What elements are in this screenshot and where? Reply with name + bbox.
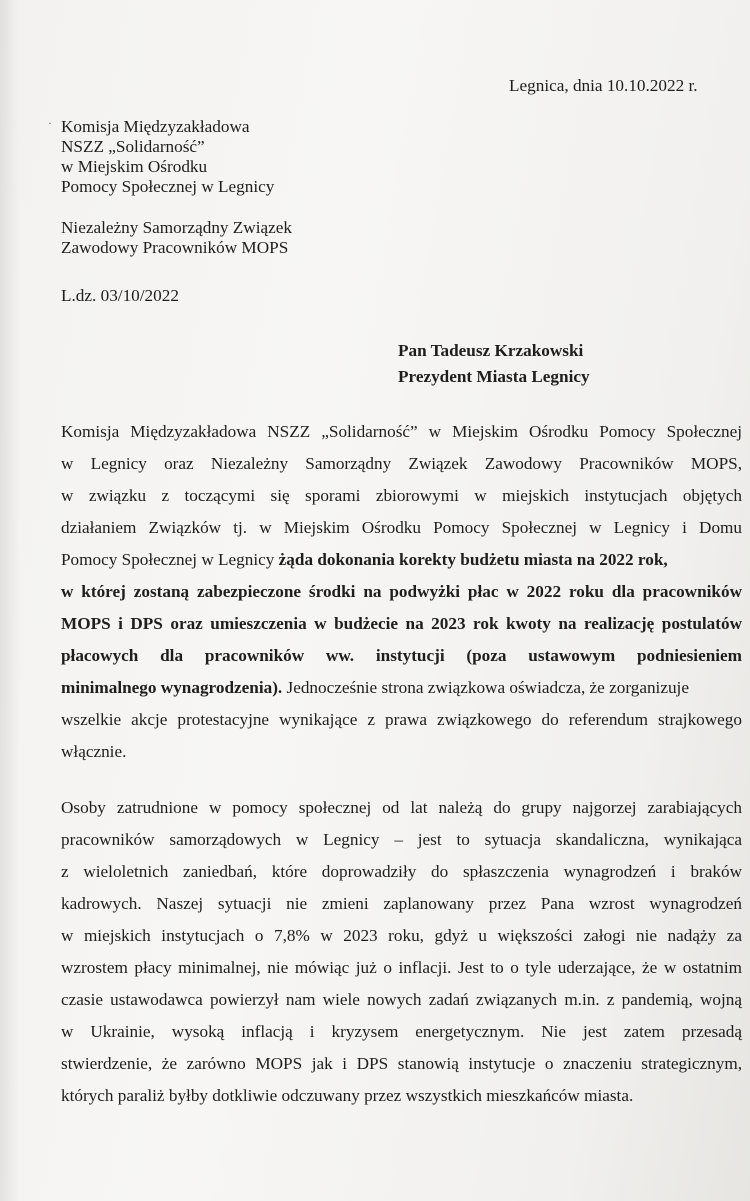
paragraph2-line-4: kadrowych. Naszej sytuacji nie zmieni zaplanowany przez Pana wzrost wynagrodzeń [61, 894, 742, 913]
paragraph1-line-6: w której zostaną zabezpieczone środki na podwyżki płac w 2022 roku dla pracowników [61, 582, 742, 601]
recipient-name: Pan Tadeusz Krzakowski [398, 341, 584, 360]
paragraph1-line-1: Komisja Międzyzakładowa NSZZ „Solidarność” w Miejskim Ośrodku Pomocy Społecznej [61, 422, 742, 441]
reference-number: L.dz. 03/10/2022 [61, 286, 179, 305]
sender2-line-2: Zawodowy Pracowników MOPS [61, 238, 289, 257]
sender-line-3: w Miejskim Ośrodku [61, 157, 208, 176]
paragraph2-line-5: w miejskich instytucjach o 7,8% w 2023 roku, gdyż u większości załogi nie nadąży za [61, 926, 742, 945]
paragraph1-line-11: włącznie. [61, 742, 127, 761]
paragraph1-line-3: w związku z toczącymi się sporami zbiorowymi w miejskich instytucjach objętych [61, 486, 742, 505]
sender2-line-1: Niezależny Samorządny Związek [61, 218, 292, 237]
paragraph2-line-8: w Ukrainie, wysoką inflacją i kryzysem energetycznym. Nie jest zatem przesadą [61, 1022, 742, 1041]
place-date: Legnica, dnia 10.10.2022 r. [509, 76, 698, 95]
paragraph1-line-4: działaniem Związków tj. w Miejskim Ośrodku Pomocy Społecznej w Legnicy i Domu [61, 518, 742, 537]
sender-line-4: Pomocy Społecznej w Legnicy [61, 177, 275, 196]
paragraph2-line-9: stwierdzenie, że zarówno MOPS jak i DPS stanowią instytucje o znaczeniu strategicznym, [61, 1054, 742, 1073]
paragraph1-line-5 [61, 550, 668, 570]
paragraph2-line-3: z wieloletnich zaniedbań, które doprowadziły do spłaszczenia wynagrodzeń i braków [61, 862, 742, 881]
paragraph1-line-5-normal: Pomocy Społecznej w Legnicy [61, 550, 279, 569]
paragraph1-line-9-normal: Jednocześnie strona związkowa oświadcza, że zorganizuje [282, 678, 689, 697]
recipient-title: Prezydent Miasta Legnicy [398, 367, 590, 386]
paragraph2-line-10: których paraliż byłby dotkliwie odczuwany przez wszystkich mieszkańców miasta. [61, 1086, 634, 1105]
paragraph1-line-5-bold: żąda dokonania korekty budżetu miasta na 2022 rok, [278, 550, 668, 569]
sender-line-1: Komisja Międzyzakładowa [61, 117, 250, 136]
paragraph1-line-2: w Legnicy oraz Niezależny Samorządny Związek Zawodowy Pracowników MOPS, [61, 454, 742, 473]
sender-line-2: NSZZ „Solidarność” [61, 137, 205, 156]
paragraph1-line-7: MOPS i DPS oraz umieszczenia w budżecie na 2023 rok kwoty na realizację postulatów [61, 614, 742, 633]
paragraph2-line-1: Osoby zatrudnione w pomocy społecznej od lat należą do grupy najgorzej zarabiających [61, 798, 742, 817]
paragraph1-line-10: wszelkie akcje protestacyjne wynikające z prawa związkowego do referendum strajkowego [61, 710, 742, 729]
paragraph2-line-7: czasie ustawodawca powierzył nam wiele nowych zadań związanych m.in. z pandemią, wojną [61, 990, 742, 1009]
page-shadow [0, 0, 20, 1201]
paragraph1-line-9 [61, 678, 689, 698]
paragraph2-line-6: wzrostem płacy minimalnej, nie mówiąc już o inflacji. Jest to o tyle uderzające, że w ostatnim [61, 958, 742, 977]
margin-mark: · [48, 116, 52, 130]
paragraph1-line-9-bold: minimalnego wynagrodzenia). [61, 678, 283, 697]
paragraph2-line-2: pracowników samorządowych w Legnicy – jest to sytuacja skandaliczna, wynikająca [61, 830, 742, 849]
paragraph1-line-8: płacowych dla pracowników ww. instytucji (poza ustawowym podniesieniem [61, 646, 742, 665]
